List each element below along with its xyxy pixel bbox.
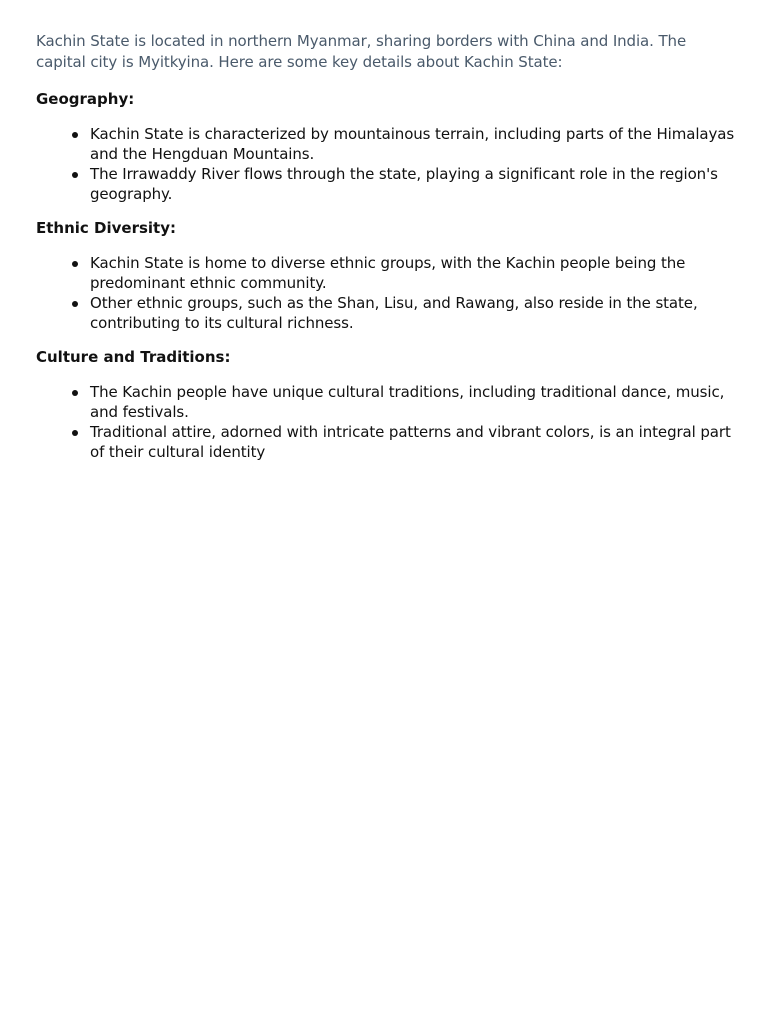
list-item — [36, 422, 736, 462]
list-item-text: The Kachin people have unique cultural traditions, including traditional dance, music, and festivals. — [90, 383, 725, 421]
list-item — [36, 253, 736, 293]
list-item — [36, 124, 736, 164]
bullet-icon — [72, 261, 78, 267]
bullet-icon — [72, 132, 78, 138]
section-heading-culture-traditions: Culture and Traditions: — [36, 348, 231, 366]
section-heading-ethnic-diversity: Ethnic Diversity: — [36, 219, 176, 237]
bullet-icon — [72, 301, 78, 307]
list-item-text: Other ethnic groups, such as the Shan, Lisu, and Rawang, also reside in the state, contributing to its cultural richness. — [90, 294, 698, 332]
response-content — [36, 31, 736, 476]
bullet-icon — [72, 390, 78, 396]
section-heading-geography: Geography: — [36, 90, 135, 108]
bullet-icon — [72, 430, 78, 436]
bullet-list-geography — [36, 124, 736, 204]
list-item-text: Kachin State is home to diverse ethnic groups, with the Kachin people being the predominant ethnic community. — [90, 254, 686, 292]
list-item — [36, 293, 736, 333]
intro-paragraph: Kachin State is located in northern Myanmar, sharing borders with China and India. The capital city is Myitkyina. Here are some key details about Kachin State: — [36, 32, 687, 71]
bullet-icon — [72, 172, 78, 178]
bullet-list-ethnic-diversity — [36, 253, 736, 333]
bullet-list-culture-traditions — [36, 382, 736, 462]
list-item — [36, 164, 736, 204]
list-item — [36, 382, 736, 422]
list-item-text: The Irrawaddy River flows through the state, playing a significant role in the region's geography. — [90, 165, 718, 203]
list-item-text: Kachin State is characterized by mountainous terrain, including parts of the Himalayas and the Hengduan Mountains. — [90, 125, 735, 163]
list-item-text: Traditional attire, adorned with intricate patterns and vibrant colors, is an integral part of their cultural identity — [90, 423, 731, 461]
